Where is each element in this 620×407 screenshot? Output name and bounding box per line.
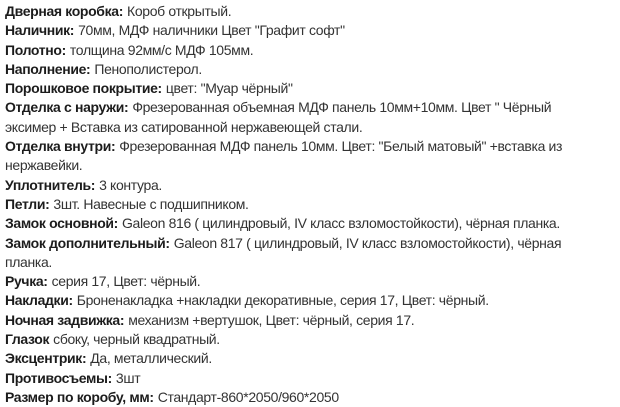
spec-value: планка. bbox=[5, 253, 52, 270]
spec-line bbox=[5, 79, 620, 98]
spec-line bbox=[5, 137, 620, 156]
spec-label: Глазок bbox=[5, 331, 50, 348]
spec-label: Отделка с наружи: bbox=[5, 99, 129, 116]
spec-line bbox=[5, 388, 620, 407]
spec-line bbox=[5, 60, 620, 79]
spec-value: нержавейки. bbox=[5, 157, 83, 174]
spec-list bbox=[5, 2, 620, 407]
spec-line bbox=[5, 41, 620, 60]
spec-label: Отделка внутри: bbox=[5, 138, 116, 155]
spec-line bbox=[5, 369, 620, 388]
spec-label: Наполнение: bbox=[5, 60, 91, 77]
spec-value: Galeon 817 ( цилиндровый, IV класс взломостойкости), чёрная bbox=[173, 234, 562, 251]
spec-value: Стандарт-860*2050/960*2050 bbox=[157, 388, 339, 405]
spec-line bbox=[5, 291, 620, 310]
spec-value: серия 17, Цвет: чёрный. bbox=[51, 273, 201, 290]
spec-value: 3шт bbox=[115, 369, 141, 386]
spec-label: Петли: bbox=[5, 195, 50, 212]
spec-line bbox=[5, 118, 620, 137]
spec-label: Размер по коробу, мм: bbox=[5, 388, 154, 405]
spec-line bbox=[5, 176, 620, 195]
spec-label: Противосъемы: bbox=[5, 369, 112, 386]
spec-line bbox=[5, 98, 620, 117]
spec-label: Полотно: bbox=[5, 41, 66, 58]
spec-line bbox=[5, 349, 620, 368]
spec-line bbox=[5, 156, 620, 175]
spec-label: Дверная коробка: bbox=[5, 3, 124, 19]
spec-value: 70мм, МДФ наличники Цвет "Графит софт" bbox=[78, 22, 345, 39]
spec-line bbox=[5, 253, 620, 272]
spec-value: 3 контура. bbox=[99, 176, 162, 193]
spec-line bbox=[5, 272, 620, 291]
spec-value: эксимер + Вставка из сатированной нержавеющей стали. bbox=[5, 118, 363, 135]
spec-line bbox=[5, 195, 620, 214]
spec-value: Броненакладка +накладки декоративные, серия 17, Цвет: чёрный. bbox=[76, 292, 489, 309]
spec-label: Порошковое покрытие: bbox=[5, 80, 162, 97]
spec-line bbox=[5, 2, 620, 21]
spec-value: толщина 92мм/с МДФ 105мм. bbox=[69, 41, 254, 58]
spec-label: Замок основной: bbox=[5, 215, 118, 232]
spec-line bbox=[5, 214, 620, 233]
spec-value: Короб открытый. bbox=[127, 3, 232, 19]
spec-value: механизм +вертушок, Цвет: чёрный, серия 17. bbox=[128, 311, 415, 328]
spec-label: Накладки: bbox=[5, 292, 73, 309]
spec-value: Пенополистерол. bbox=[94, 60, 202, 77]
spec-label: Эксцентрик: bbox=[5, 350, 87, 367]
spec-value: Фрезерованная объемная МДФ панель 10мм+10мм. Цвет " Чёрный bbox=[132, 99, 552, 116]
spec-value: цвет: "Муар чёрный" bbox=[165, 80, 293, 97]
spec-line bbox=[5, 234, 620, 253]
spec-line bbox=[5, 21, 620, 40]
spec-line bbox=[5, 311, 620, 330]
spec-label: Уплотнитель: bbox=[5, 176, 96, 193]
spec-label: Замок дополнительный: bbox=[5, 234, 170, 251]
spec-value: Galeon 816 ( цилиндровый, IV класс взломостойкости), чёрная планка. bbox=[121, 215, 560, 232]
spec-label: Ночная задвижка: bbox=[5, 311, 125, 328]
spec-label: Наличник: bbox=[5, 22, 75, 39]
spec-line bbox=[5, 330, 620, 349]
spec-label: Ручка: bbox=[5, 273, 48, 290]
spec-value: сбоку, черный квадратный. bbox=[53, 331, 220, 348]
spec-value: Фрезерованная МДФ панель 10мм. Цвет: "Белый матовый" +вставка из bbox=[119, 138, 563, 155]
spec-value: 3шт. Навесные с подшипником. bbox=[53, 195, 249, 212]
spec-value: Да, металлический. bbox=[90, 350, 212, 367]
